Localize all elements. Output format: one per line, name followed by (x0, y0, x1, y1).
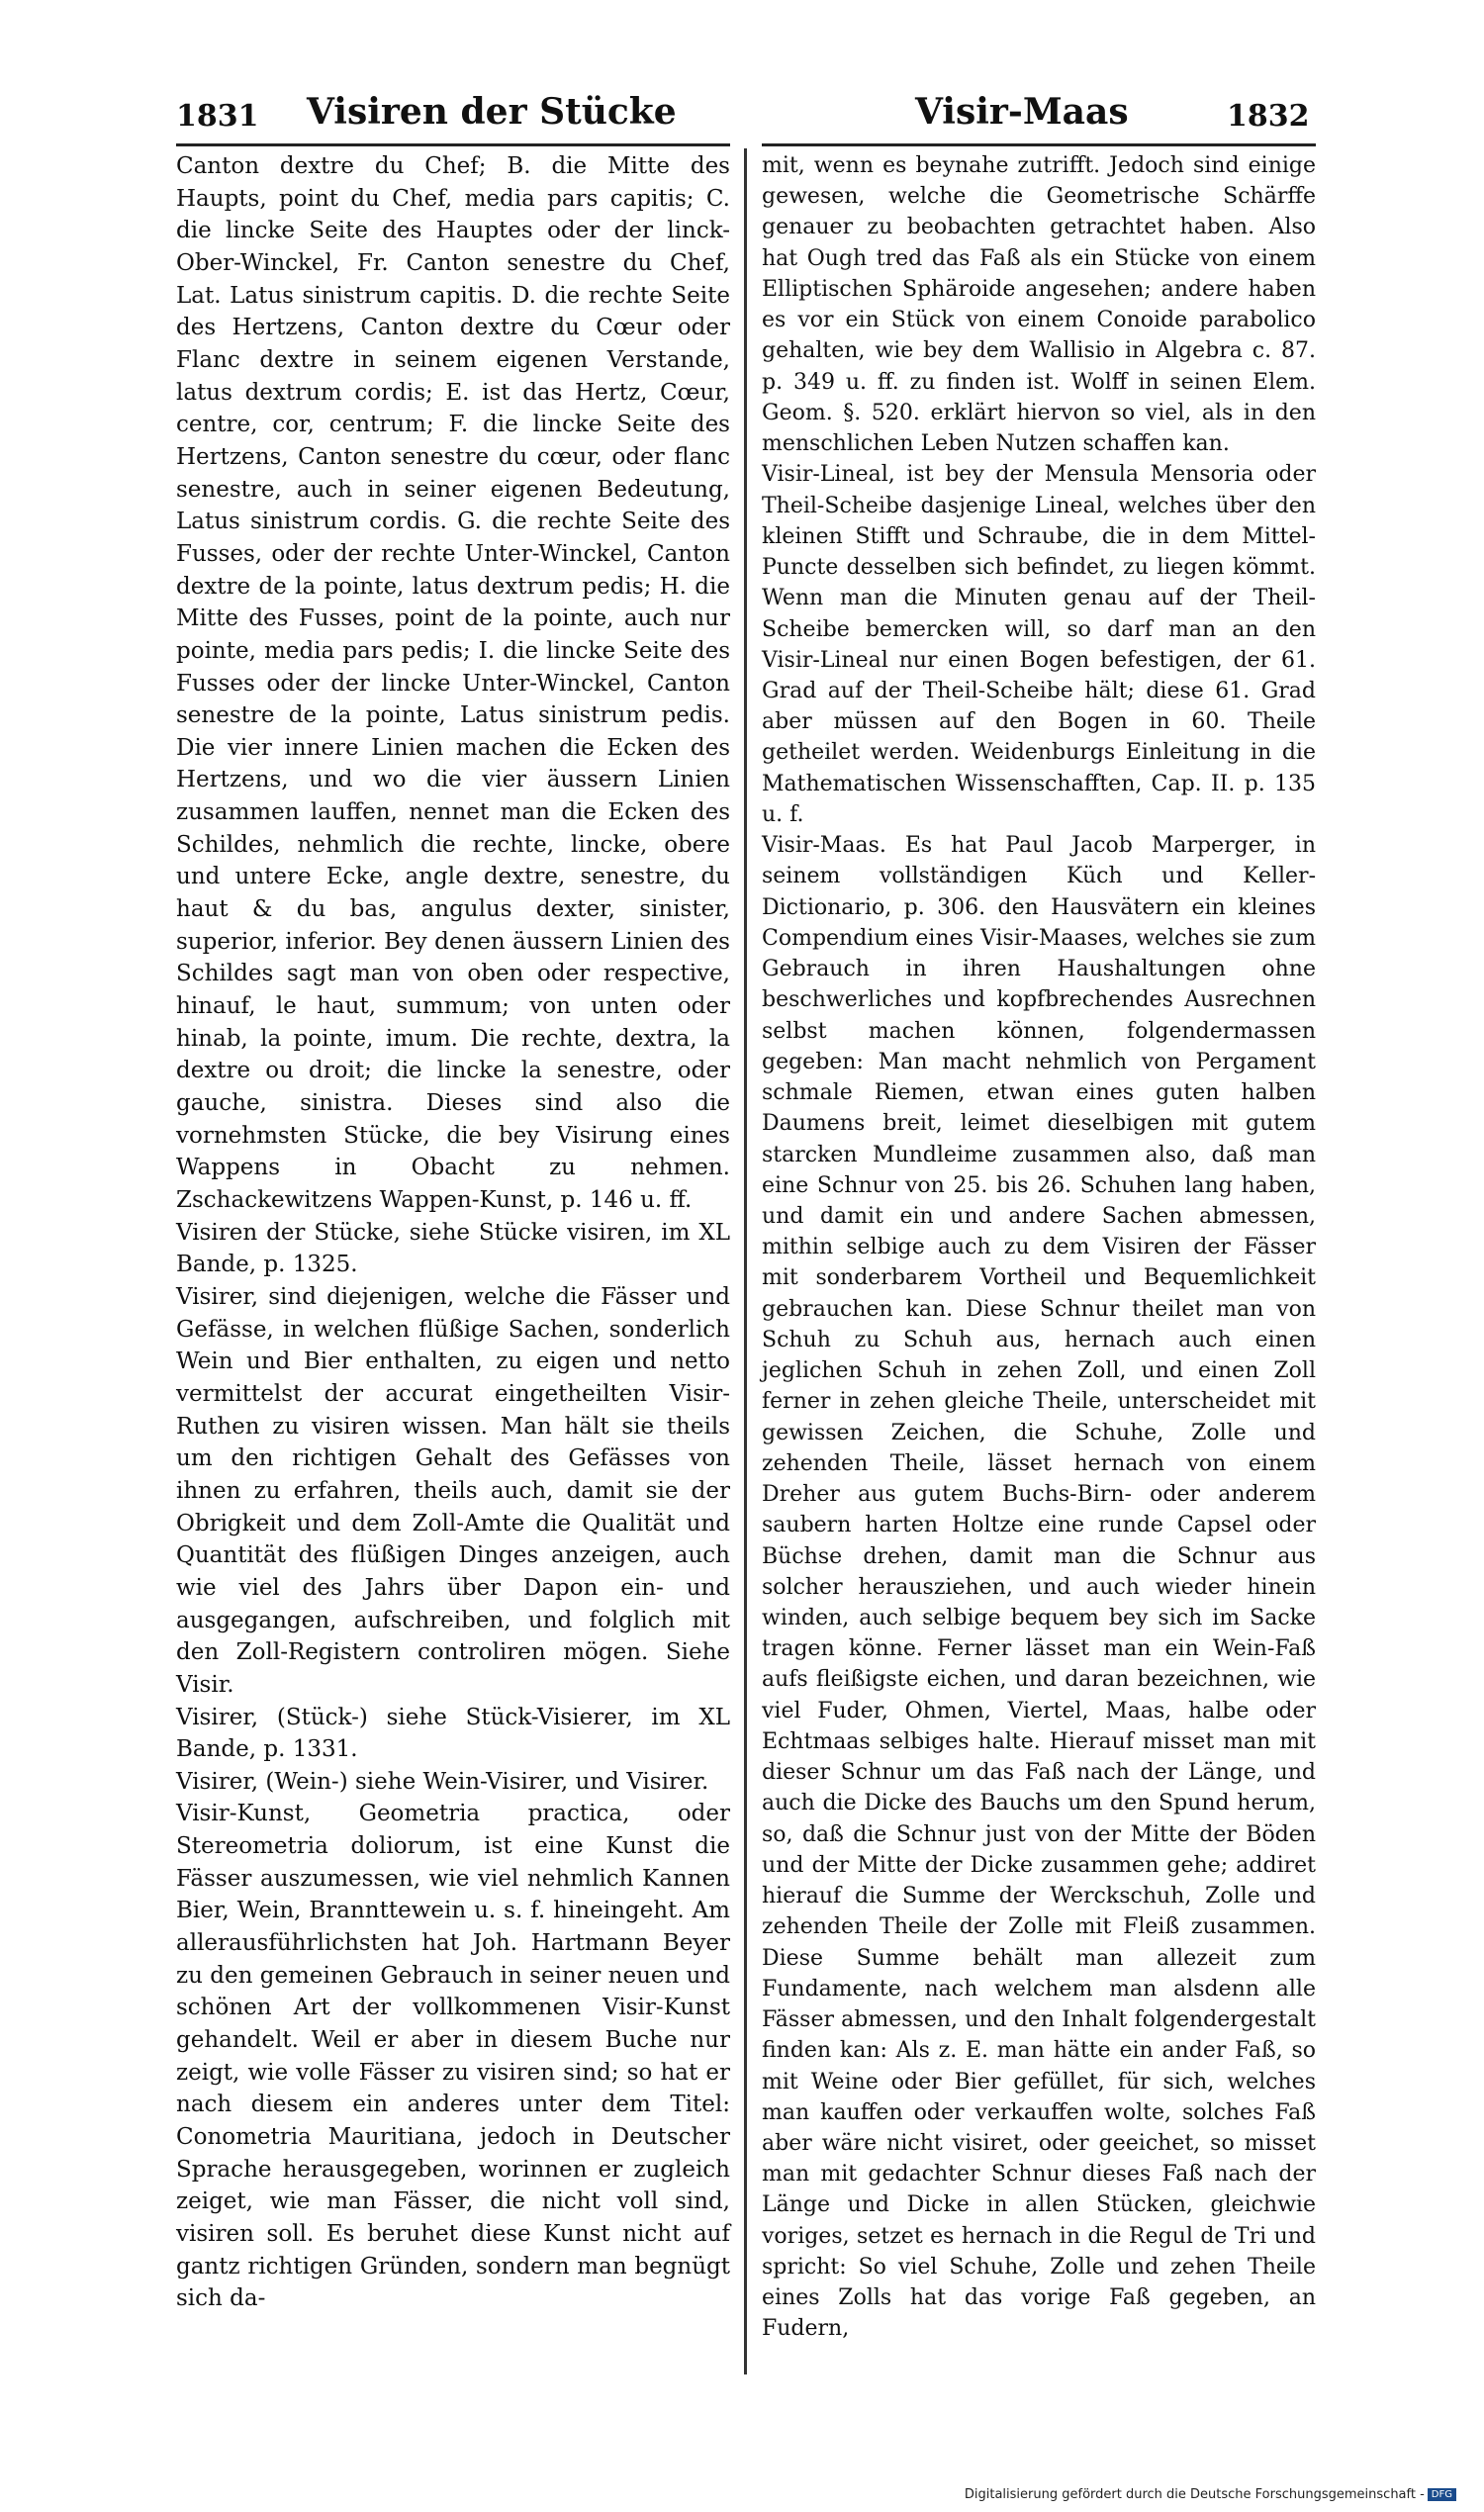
column-divider (744, 148, 747, 2374)
entry-visiren-der-stuecke: Visiren der Stücke, siehe Stücke visiren, im XL Bande, p. 1325. (176, 1219, 730, 1278)
paragraph-visir-kunst-continued: mit, wenn es beynahe zutrifft. Jedoch sind einige gewesen, welche die Geometrische Schärffe genauer zu beobachten getrachtet haben. Also hat Ough tred das Faß als ein Stücke von einem Elliptischen Sphäroide angesehen; andere haben es vor ein Stück von einem Conoide parabolico gehalten, wie bey dem Wallisio in Algebra c. 87. p. 349 u. ff. zu finden ist. Wolff in seinen Elem. Geom. §. 520. erklärt hiervon so viel, als in den menschlichen Leben Nutzen schaffen kan. (762, 153, 1316, 457)
footer-text: Digitalisierung gefördert durch die Deutsche Forschungsgemeinschaft - (964, 2487, 1425, 2502)
entry-visir-kunst: Visir-Kunst, Geometria practica, oder Stereometria doliorum, ist eine Kunst die Fässer auszumessen, wie viel nehmlich Kannen Bier, Wein, Brannttewein u. s. f. hineingeht. Am allerausführlichsten hat Joh. Hartmann Beyer zu den gemeinen Gebrauch in seiner neuen und schönen Art der vollkommenen Visir-Kunst gehandelt. Weil er aber in diesem Buche nur zeigt, wie volle Fässer zu visiren sind; so hat er nach diesem ein anderes unter dem Titel: Conometria Mauritiana, jedoch in Deutscher Sprache herausgegeben, worinnen er zugleich zeiget, wie man Fässer, die nicht voll sind, visiren soll. Es beruhet diese Kunst nicht auf gantz richtigen Gründen, sondern man begnügt sich da- (176, 1801, 730, 2312)
left-header-rule (176, 143, 730, 146)
left-column (176, 150, 730, 2315)
digitization-footer (965, 2487, 1456, 2502)
dfg-logo-badge: DFG (1428, 2488, 1456, 2501)
entry-visir-lineal: Visir-Lineal, ist bey der Mensula Mensoria oder Theil-Scheibe dasjenige Lineal, welches über den kleinen Stifft und Schraube, die in dem Mittel-Puncte desselben sich befindet, zu liegen kömmt. Wenn man die Minuten genau auf der Theil-Scheibe bemercken will, so darf man an den Visir-Lineal nur einen Bogen befestigen, der 61. Grad auf der Theil-Scheibe hält; diese 61. Grad aber müssen auf den Bogen in 60. Theile getheilet werden. Weidenburgs Einleitung in die Mathematischen Wissenschafften, Cap. II. p. 135 u. f. (762, 462, 1316, 827)
left-running-title: Visiren der Stücke (307, 91, 677, 133)
left-page-number: 1831 (176, 99, 259, 134)
right-header-rule (762, 143, 1316, 146)
right-column (762, 150, 1316, 2345)
entry-visirer: Visirer, sind diejenigen, welche die Fässer und Gefässe, in welchen flüßige Sachen, sonderlich Wein und Bier enthalten, zu eigen und netto vermittelst der accurat eingetheilten Visir-Ruthen zu visiren wissen. Man hält sie theils um den richtigen Gehalt des Gefässes von ihnen zu erfahren, theils auch, damit sie der Obrigkeit und dem Zoll-Amte die Qualität und Quantität des flüßigen Dinges anzeigen, auch wie viel des Jahrs über Dapon ein- und ausgegangen, aufschreiben, und folglich mit den Zoll-Registern controliren mögen. Siehe Visir. (176, 1283, 730, 1698)
paragraph-heraldic-points: Canton dextre du Chef; B. die Mitte des Haupts, point du Chef, media pars capitis; C. die lincke Seite des Hauptes oder der linck-Ober-Winckel, Fr. Canton senestre du Chef, Lat. Latus sinistrum capitis. D. die rechte Seite des Hertzens, Canton dextre du Cœur oder Flanc dextre in seinem eigenen Verstande, latus dextrum cordis; E. ist das Hertz, Cœur, centre, cor, centrum; F. die lincke Seite des Hertzens, Canton senestre du cœur, oder flanc senestre, auch in seiner eigenen Bedeutung, Latus sinistrum cordis. G. die rechte Seite des Fusses, oder der rechte Unter-Winckel, Canton dextre de la pointe, latus dextrum pedis; H. die Mitte des Fusses, point de la pointe, auch nur pointe, media pars pedis; I. die lincke Seite des Fusses oder der lincke Unter-Winckel, Canton senestre de la pointe, Latus sinistrum pedis. Die vier innere Linien machen die Ecken des Hertzens, und wo die vier äussern Linien zusammen lauffen, nennet man die Ecken des Schildes, nehmlich die rechte, lincke, obere und untere Ecke, angle dextre, senestre, du haut & du bas, angulus dexter, sinister, superior, inferior. Bey denen äussern Linien des Schildes sagt man von oben oder respective, hinauf, le haut, summum; von unten oder hinab, la pointe, imum. Die rechte, dextra, la dextre ou droit; die lincke la senestre, oder gauche, sinistra. Dieses sind also die vornehmsten Stücke, die bey Visirung eines Wappens in Obacht zu nehmen. Zschackewitzens Wappen-Kunst, p. 146 u. ff. (176, 153, 730, 1213)
entry-visirer-wein: Visirer, (Wein-) siehe Wein-Visirer, und Visirer. (176, 1768, 709, 1795)
entry-visirer-stueck: Visirer, (Stück-) siehe Stück-Visierer, im XL Bande, p. 1331. (176, 1704, 730, 1763)
entry-visir-maas: Visir-Maas. Es hat Paul Jacob Marperger, in seinem vollständigen Küch und Keller-Dictionario, p. 306. den Hausvätern ein kleines Compendium eines Visir-Maases, welches sie zum Gebrauch in ihren Haushaltungen ohne beschwerliches und kopfbrechendes Ausrechnen selbst machen können, folgendermassen gegeben: Man macht nehmlich von Pergament schmale Riemen, etwan eines guten halben Daumens breit, leimet dieselbigen mit gutem starcken Mundleime zusammen also, daß man eine Schnur von 25. bis 26. Schuhen lang haben, und damit ein und andere Sachen abmessen, mithin selbige auch zu dem Visiren der Fässer mit sonderbarem Vortheil und Bequemlichkeit gebrauchen kan. Diese Schnur theilet man von Schuh zu Schuh aus, hernach auch einen jeglichen Schuh in zehen Zoll, und einen Zoll ferner in zehen gleiche Theile, unterscheidet mit gewissen Zeichen, die Schuhe, Zolle und zehenden Theile, lässet hernach von einem Dreher aus gutem Buchs-Birn- oder anderem saubern harten Holtze eine runde Capsel oder Büchse drehen, damit man die Schnur aus solcher herausziehen, und auch wieder hinein winden, auch selbige bequem bey sich im Sacke tragen könne. Ferner lässet man ein Wein-Faß aufs fleißigste eichen, und daran bezeichnen, wie viel Fuder, Ohmen, Viertel, Maas, halbe oder Echtmaas selbiges halte. Hierauf misset man mit dieser Schnur um das Faß nach der Länge, und auch die Dicke des Bauchs um den Spund herum, so, daß die Schnur just von der Mitte der Böden und der Mitte der Dicke zusammen gehe; addiret hierauf die Summe der Werckschuh, Zolle und zehenden Theile der Zolle mit Fleiß zusammen. Diese Summe behält man allezeit zum Fundamente, nach welchem man alsdenn alle Fässer abmessen, und den Inhalt folgendergestalt finden kan: Als z. E. man hätte ein ander Faß, so mit Weine oder Bier gefüllet, für sich, welches man kauffen oder verkauffen wolte, solches Faß aber wäre nicht visiret, oder geeichet, so misset man mit gedachter Schnur dieses Faß nach der Länge und Dicke in allen Stücken, gleichwie voriges, setzet es hernach in die Regul de Tri und spricht: So viel Schuhe, Zolle und zehen Theile eines Zolls hat das vorige Faß gegeben, an Fudern, (762, 833, 1316, 2342)
right-running-title: Visir-Maas (915, 91, 1129, 133)
right-page-number: 1832 (1227, 99, 1310, 134)
